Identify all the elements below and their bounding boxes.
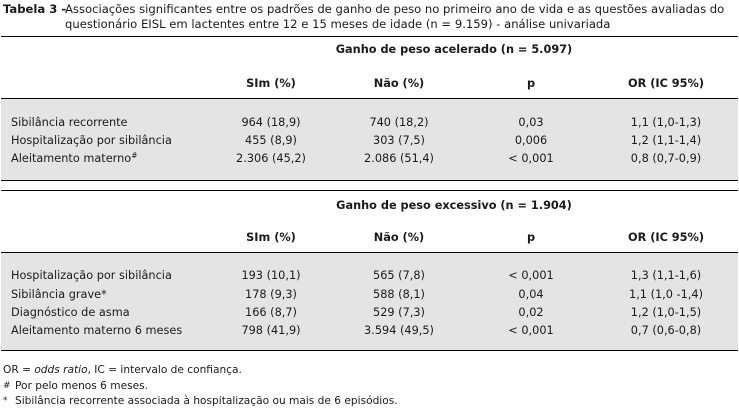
cell-or: 0,8 (0,7-0,9) — [630, 152, 702, 165]
cell-p: 0,006 — [514, 134, 548, 147]
cell-sim: 964 (18,9) — [241, 116, 301, 129]
row-label: Aleitamento materno# — [11, 151, 138, 165]
section-title: Ganho de peso acelerado (n = 5.097) — [335, 43, 573, 56]
footnote-star: * Sibilância recorrente associada à hospitalização ou mais de 6 episódios. — [3, 395, 398, 407]
footnote-or: OR = odds ratio, IC = intervalo de confiança. — [3, 364, 242, 376]
row-label: Diagnóstico de asma — [11, 306, 130, 319]
cell-p: < 0,001 — [508, 324, 554, 337]
cell-sim: 193 (10,1) — [241, 269, 301, 282]
top-rule — [1, 36, 738, 37]
row-label: Hospitalização por sibilância — [11, 269, 172, 282]
cell-or: 1,3 (1,1-1,6) — [630, 269, 702, 282]
col-header-sim: SIm (%) — [246, 231, 296, 244]
bottom-rule — [1, 180, 738, 181]
table-title: Associações significantes entre os padrões de ganho de peso no primeiro ano de vida e as questões avaliadas do questionário EISL em lactentes entre 12 e 15 meses de idade (n = 9.159) - análise univariada — [65, 2, 725, 31]
footnote-star-symbol: * — [3, 396, 8, 406]
col-header-p: p — [526, 77, 536, 90]
cell-nao: 529 (7,3) — [373, 306, 425, 319]
cell-p: 0,03 — [518, 116, 544, 129]
cell-or: 1,2 (1,0-1,5) — [630, 306, 702, 319]
cell-nao: 2.086 (51,4) — [364, 152, 434, 165]
row-label: Hospitalização por sibilância — [11, 134, 172, 147]
col-header-or: OR (IC 95%) — [627, 231, 705, 244]
row-label: Sibilância recorrente — [11, 116, 128, 129]
col-header-nao: Não (%) — [373, 231, 425, 244]
section-excessive — [1, 190, 738, 360]
cell-p: 0,04 — [518, 288, 544, 301]
cell-or: 0,7 (0,6-0,8) — [630, 324, 702, 337]
cell-sim: 166 (8,7) — [245, 306, 297, 319]
footnote-hash: # Por pelo menos 6 meses. — [3, 380, 149, 392]
section-title: Ganho de peso excessivo (n = 1.904) — [336, 199, 572, 212]
cell-p: < 0,001 — [508, 152, 554, 165]
col-header-p: p — [526, 231, 536, 244]
cell-p: < 0,001 — [508, 269, 554, 282]
cell-nao: 303 (7,5) — [373, 134, 425, 147]
col-header-or: OR (IC 95%) — [627, 77, 705, 90]
cell-nao: 3.594 (49,5) — [364, 324, 434, 337]
table-label: Tabela 3 - — [3, 2, 67, 16]
cell-sim: 2.306 (45,2) — [236, 152, 306, 165]
cell-sim: 178 (9,3) — [245, 288, 297, 301]
cell-nao: 565 (7,8) — [373, 269, 425, 282]
cell-or: 1,2 (1,1-1,4) — [630, 134, 702, 147]
row-label: Sibilância grave* — [11, 288, 107, 301]
cell-p: 0,02 — [518, 306, 544, 319]
bottom-rule — [1, 350, 738, 351]
footnote-hash-symbol: # — [3, 381, 11, 391]
col-header-sim: SIm (%) — [246, 77, 296, 90]
top-rule — [1, 190, 738, 191]
cell-sim: 798 (41,9) — [241, 324, 301, 337]
cell-or: 1,1 (1,0-1,3) — [630, 116, 702, 129]
cell-nao: 740 (18,2) — [369, 116, 429, 129]
col-header-nao: Não (%) — [373, 77, 425, 90]
section-accelerated — [1, 36, 738, 182]
cell-nao: 588 (8,1) — [373, 288, 425, 301]
cell-or: 1,1 (1,0 -1,4) — [629, 288, 703, 301]
table-caption — [3, 2, 735, 32]
cell-sim: 455 (8,9) — [245, 134, 297, 147]
row-label: Aleitamento materno 6 meses — [11, 324, 183, 337]
